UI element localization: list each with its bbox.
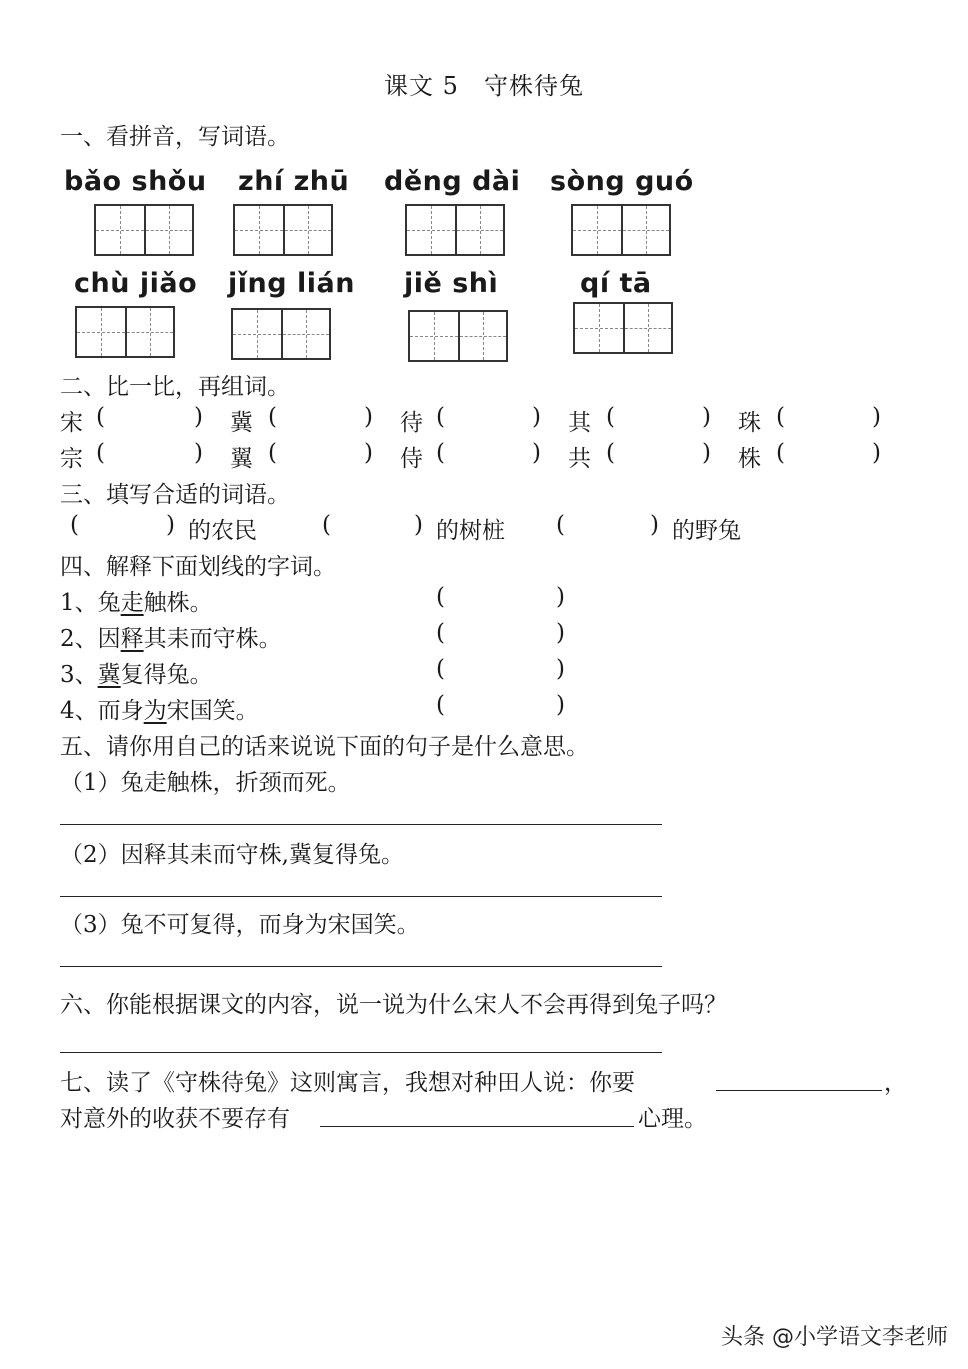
paren-open: ( [606, 440, 615, 466]
watermark-footer: 头条 @小学语文李老师 [721, 1325, 948, 1350]
compare-char: 宋 [60, 410, 83, 436]
compare-char: 待 [400, 410, 423, 436]
paren-close: ) [556, 692, 565, 718]
paren-open: ( [436, 584, 445, 610]
paren-open: ( [268, 404, 277, 430]
compare-char: 珠 [738, 410, 761, 436]
writing-grid-5[interactable] [75, 306, 175, 358]
writing-grid-2[interactable] [233, 204, 333, 256]
paren-open: ( [436, 620, 445, 646]
pinyin-8: qí tā [580, 268, 652, 299]
paren-close: ) [532, 440, 541, 466]
writing-grid-3[interactable] [405, 204, 505, 256]
paren-close: ) [166, 512, 175, 538]
paren-close: ) [194, 440, 203, 466]
writing-grid-1[interactable] [94, 204, 194, 256]
paren-open: ( [436, 404, 445, 430]
paren-open: ( [776, 404, 785, 430]
explain-item-1: 1、兔走触株。 [60, 590, 213, 616]
blank-2[interactable] [320, 1126, 634, 1127]
sentence-3: （3）兔不可复得，而身为宋国笑。 [60, 912, 420, 938]
answer-line-4[interactable] [60, 1052, 662, 1053]
explain-item-4: 4、而身为宋国笑。 [60, 698, 259, 724]
paren-open: ( [96, 404, 105, 430]
section7-comma: ， [884, 1070, 907, 1096]
paren-close: ) [556, 656, 565, 682]
paren-open: ( [776, 440, 785, 466]
compare-char: 株 [738, 446, 761, 472]
paren-open: ( [268, 440, 277, 466]
answer-line-1[interactable] [60, 824, 662, 825]
paren-open: ( [436, 656, 445, 682]
pinyin-2: zhí zhū [238, 166, 350, 197]
pinyin-7: jiě shì [404, 268, 499, 299]
section2-heading: 二、比一比，再组词。 [60, 374, 290, 400]
paren-close: ) [556, 584, 565, 610]
paren-close: ) [556, 620, 565, 646]
writing-grid-6[interactable] [231, 308, 331, 360]
section7-line2-end: 心理。 [638, 1106, 707, 1132]
section6-heading: 六、你能根据课文的内容，说一说为什么宋人不会再得到兔子吗？ [60, 992, 727, 1018]
paren-close: ) [364, 404, 373, 430]
compare-char: 共 [568, 446, 591, 472]
paren-close: ) [532, 404, 541, 430]
paren-close: ) [702, 440, 711, 466]
compare-char: 其 [568, 410, 591, 436]
blank-1[interactable] [716, 1090, 882, 1091]
paren-open: ( [322, 512, 331, 538]
paren-close: ) [194, 404, 203, 430]
pinyin-3: děng dài [384, 166, 521, 197]
writing-grid-7[interactable] [408, 310, 508, 362]
paren-close: ) [872, 404, 881, 430]
compare-char: 宗 [60, 446, 83, 472]
fill-suffix: 的树桩 [436, 518, 505, 544]
paren-open: ( [556, 512, 565, 538]
explain-item-2: 2、因释其耒而守株。 [60, 626, 282, 652]
pinyin-6: jǐng lián [228, 268, 355, 299]
section7-line1: 七、读了《守株待兔》这则寓言，我想对种田人说：你要 [60, 1070, 635, 1096]
paren-close: ) [364, 440, 373, 466]
paren-close: ) [872, 440, 881, 466]
paren-open: ( [96, 440, 105, 466]
compare-char: 侍 [400, 446, 423, 472]
section7-line2: 对意外的收获不要存有 [60, 1106, 290, 1132]
pinyin-5: chù jiǎo [74, 268, 198, 299]
paren-close: ) [650, 512, 659, 538]
pinyin-4: sòng guó [550, 166, 694, 197]
page-title: 课文 5 守株待兔 [384, 72, 584, 100]
compare-char: 冀 [230, 410, 253, 436]
pinyin-1: bǎo shǒu [64, 166, 207, 197]
paren-close: ) [414, 512, 423, 538]
writing-grid-8[interactable] [573, 302, 673, 354]
paren-close: ) [702, 404, 711, 430]
writing-grid-4[interactable] [571, 204, 671, 256]
explain-item-3: 3、冀复得兔。 [60, 662, 213, 688]
sentence-2: （2）因释其耒而守株,冀复得兔。 [60, 842, 404, 868]
section1-heading: 一、看拼音，写词语。 [60, 124, 290, 150]
compare-char: 翼 [230, 446, 253, 472]
paren-open: ( [436, 440, 445, 466]
answer-line-2[interactable] [60, 896, 662, 897]
paren-open: ( [606, 404, 615, 430]
paren-open: ( [436, 692, 445, 718]
fill-suffix: 的野兔 [672, 518, 741, 544]
section4-heading: 四、解释下面划线的字词。 [60, 554, 336, 580]
section5-heading: 五、请你用自己的话来说说下面的句子是什么意思。 [60, 734, 589, 760]
sentence-1: （1）兔走触株，折颈而死。 [60, 770, 351, 796]
answer-line-3[interactable] [60, 966, 662, 967]
fill-suffix: 的农民 [188, 518, 257, 544]
section3-heading: 三、填写合适的词语。 [60, 482, 290, 508]
paren-open: ( [70, 512, 79, 538]
